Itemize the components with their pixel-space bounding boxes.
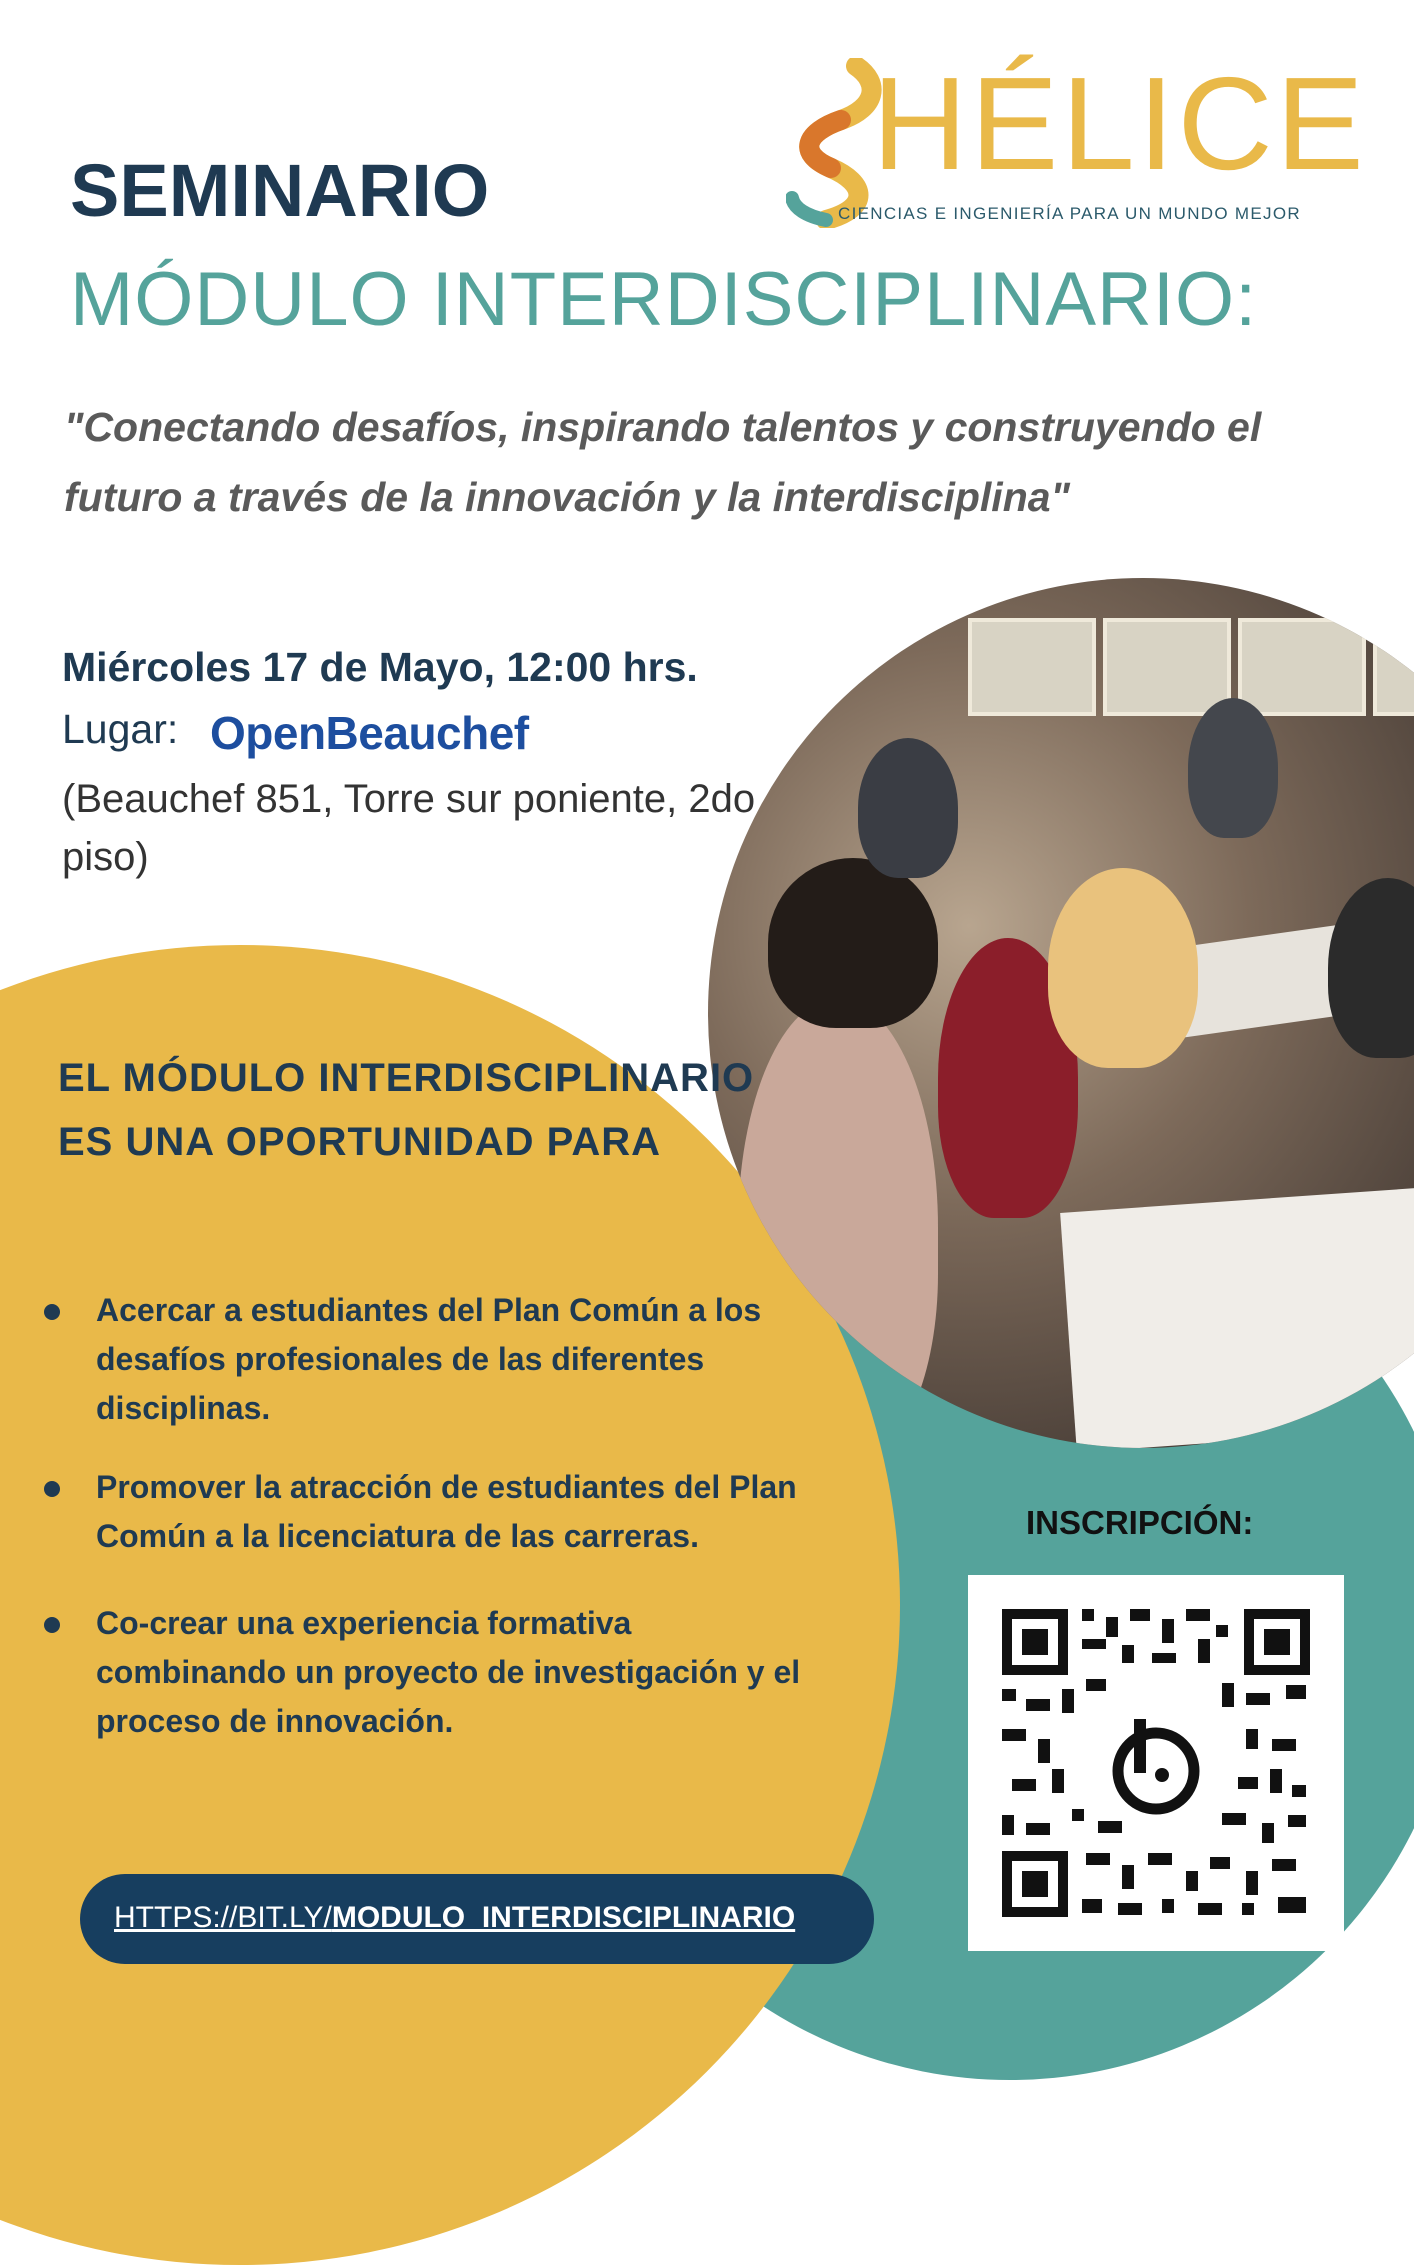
module-benefits-list [40,1286,820,1746]
event-address: (Beauchef 851, Torre sur poniente, 2do piso) [62,777,756,879]
logo-wordmark: HÉLICE [872,50,1367,197]
helix-icon [786,58,886,228]
registration-link-text[interactable]: HTTPS://BIT.LY/MODULO_INTERDISCIPLINARIO [114,1901,796,1934]
event-date: Miércoles 17 de Mayo, 12:00 hrs. [62,644,698,690]
openbeauchef-logo: OpenBeauchef [210,707,529,759]
page-subtitle: MÓDULO INTERDISCIPLINARIO: [70,257,1258,342]
bullet-icon [44,1481,60,1497]
list-item: Co-crear una experiencia formativa combinando un proyecto de investigación y el proceso de innovación. [40,1599,820,1746]
list-item: Promover la atracción de estudiantes del Plan Común a la licenciatura de las carreras. [40,1463,820,1561]
place-label: Lugar: [62,706,179,752]
registration-label: INSCRIPCIÓN: [1026,1504,1254,1541]
bullet-icon [44,1304,60,1320]
qr-code-icon [1002,1609,1310,1917]
list-item: Acercar a estudiantes del Plan Común a los desafíos profesionales de las diferentes disciplinas. [40,1286,820,1433]
registration-qr-code[interactable] [968,1575,1344,1951]
bullet-icon [44,1617,60,1633]
module-heading: EL MÓDULO INTERDISCIPLINARIO ES UNA OPORTUNIDAD PARA [58,1056,755,1164]
event-quote: "Conectando desafíos, inspirando talentos y construyendo el futuro a través de la innovación y la interdisciplina" [64,404,1262,520]
page-title: SEMINARIO [70,149,490,232]
helice-logo [786,50,1367,228]
registration-link[interactable] [80,1874,874,1964]
logo-tagline: CIENCIAS E INGENIERÍA PARA UN MUNDO MEJOR [838,204,1301,223]
